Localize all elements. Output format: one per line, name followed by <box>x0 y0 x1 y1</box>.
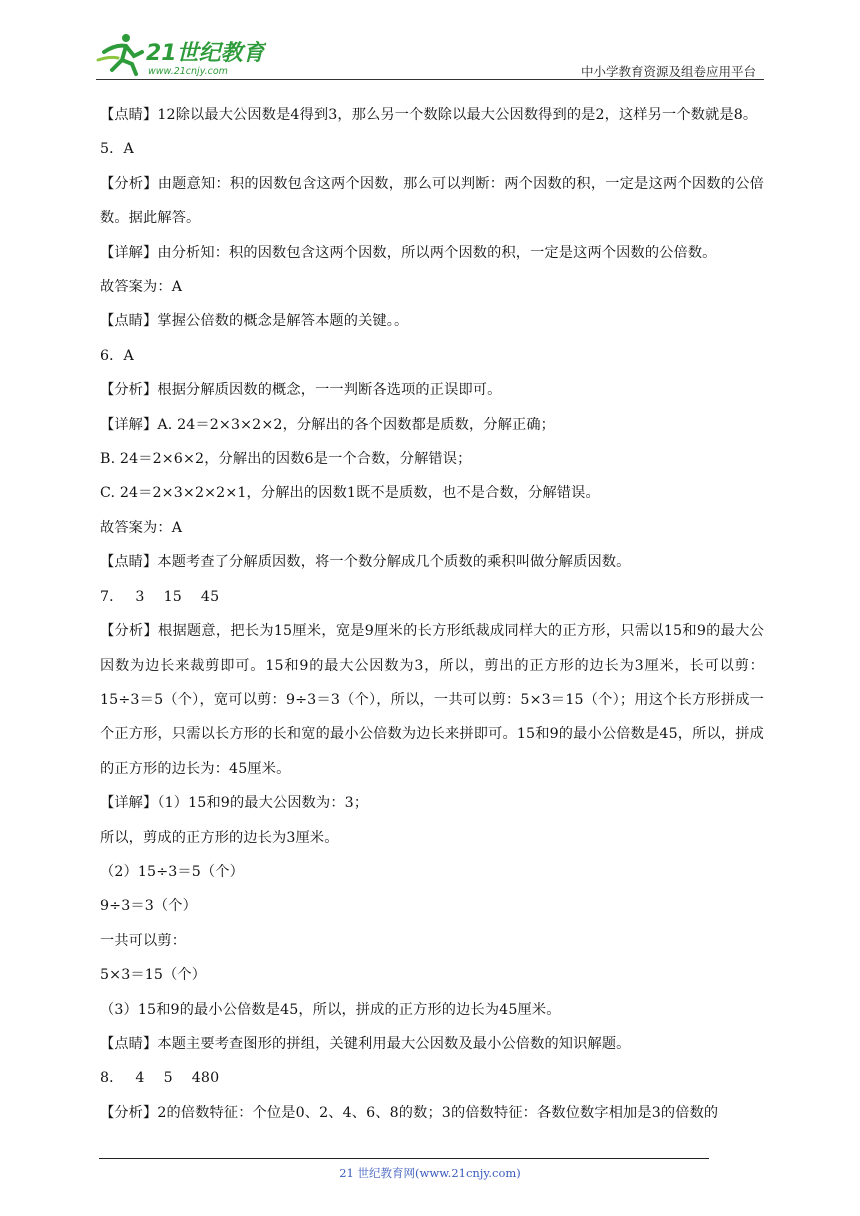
page-header <box>96 30 764 80</box>
text-line: 【分析】2的倍数特征：个位是0、2、4、6、8的数；3的倍数特征：各数位数字相加是3的倍数的 <box>100 1104 719 1121</box>
header-platform-text: 中小学教育资源及组卷应用平台 <box>580 64 756 79</box>
header-divider <box>96 79 764 80</box>
text-line: 【点睛】12除以最大公因数是4得到3，那么另一个数除以最大公因数得到的是2，这样另一个数就是8。 <box>100 107 758 123</box>
text-line: 5×3＝15（个） <box>100 967 207 984</box>
answer-heading: 5．A <box>100 141 134 158</box>
text-line: 【详解】（1）15和9的最大公因数为：3； <box>100 795 369 812</box>
logo <box>96 30 266 78</box>
text-line: 9÷3＝3（个） <box>100 898 197 915</box>
document-body <box>100 98 764 1130</box>
text-line: （2）15÷3＝5（个） <box>100 863 244 880</box>
runner-icon <box>98 34 142 74</box>
text-line: 故答案为：A <box>100 279 183 296</box>
logo-text: 21世纪教育 <box>146 41 265 66</box>
text-line: 故答案为：A <box>100 519 183 536</box>
answer-heading: 7． 3 15 45 <box>100 588 220 605</box>
text-line: 【分析】由题意知：积的因数包含这两个因数，那么可以判断：两个因数的积，一定是这两个因数的公倍数。据此解答。 <box>100 175 764 227</box>
text-line: 【点睛】本题考查了分解质因数，将一个数分解成几个质数的乘积叫做分解质因数。 <box>100 554 631 571</box>
answer-heading: 6．A <box>100 347 134 364</box>
text-line: 【点睛】掌握公倍数的概念是解答本题的关键。。 <box>100 313 409 330</box>
text-line: 所以，剪成的正方形的边长为3厘米。 <box>100 829 339 846</box>
text-line: B. 24＝2×6×2，分解出的因数6是一个合数，分解错误； <box>100 451 472 468</box>
text-line: C. 24＝2×3×2×2×1，分解出的因数1既不是质数，也不是合数，分解错误。 <box>100 485 600 502</box>
text-line: 【详解】A. 24＝2×3×2×2，分解出的各个因数都是质数，分解正确； <box>100 416 555 433</box>
text-line: 【点睛】本题主要考查图形的拼组，关键利用最大公因数及最小公倍数的知识解题。 <box>100 1035 631 1052</box>
text-line: 【详解】由分析知：积的因数包含这两个因数，所以两个因数的积，一定是这两个因数的公倍数。 <box>100 244 717 261</box>
footer-text: 21 世纪教育网(www.21cnjy.com) <box>339 1166 521 1180</box>
logo-url: www.21cnjy.com <box>148 66 228 77</box>
text-line: 【分析】根据题意，把长为15厘米，宽是9厘米的长方形纸裁成同样大的正方形，只需以15和9的最大公因数为边长来裁剪即可。15和9的最大公因数为3，所以，剪出的正方形的边长为3厘米，长可以剪：15÷3＝5（个），宽可以剪：9÷3＝3（个），所以，一共可以剪：5×3＝15（个）；用这个长方形拼成一个正方形，只需以长方形的长和宽的最小公倍数为边长来拼即可。15和9的最小公倍数是45，所以，拼成的正方形的边长为：45厘米。 <box>100 623 764 777</box>
text-line: （3）15和9的最小公倍数是45，所以，拼成的正方形的边长为45厘米。 <box>100 1001 561 1018</box>
text-line: 【分析】根据分解质因数的概念，一一判断各选项的正误即可。 <box>100 382 502 399</box>
text-line: 一共可以剪： <box>100 932 187 949</box>
footer-divider <box>99 1158 709 1159</box>
answer-heading: 8． 4 5 480 <box>100 1070 220 1087</box>
